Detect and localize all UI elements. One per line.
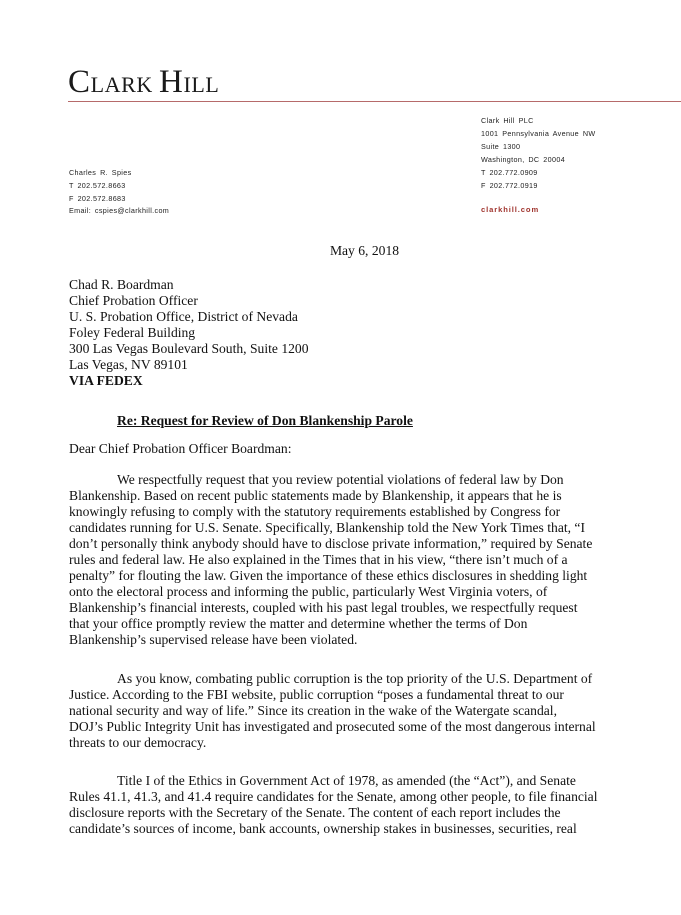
sender-name: Charles R. Spies: [69, 168, 132, 177]
paragraph-line: We respectfully request that you review potential violations of federal law by Don: [117, 472, 564, 487]
paragraph-line: Title I of the Ethics in Government Act of 1978, as amended (the “Act”), and Senate: [117, 773, 576, 788]
paragraph-line: DOJ’s Public Integrity Unit has investigated and prosecuted some of the most dangerous internal: [69, 719, 596, 734]
firm-address-line2: Suite 1300: [481, 142, 521, 151]
paragraph-line: national security and way of life.” Since its creation in the wake of the Watergate scandal,: [69, 703, 557, 718]
body-paragraph-1: [69, 472, 681, 648]
recipient-line: Foley Federal Building: [69, 325, 196, 340]
recipient-address: [69, 277, 309, 389]
recipient-line: Chad R. Boardman: [69, 277, 174, 292]
paragraph-line: Justice. According to the FBI website, public corruption “poses a fundamental threat to our: [69, 687, 564, 702]
paragraph-line: candidates running for U.S. Senate. Specifically, Blankenship told the New York Times that, “I: [69, 520, 585, 535]
paragraph-line: onto the electoral process and informing the public, particularly West Virginia voters, of: [69, 584, 548, 599]
delivery-method: VIA FEDEX: [69, 373, 143, 388]
paragraph-line: knowingly refusing to comply with the statutory requirements established by Congress for: [69, 504, 561, 519]
paragraph-line: don’t personally think anybody should have to disclose private information,” required by Senate: [69, 536, 593, 551]
paragraph-line: threats to our democracy.: [69, 735, 207, 750]
recipient-line: Chief Probation Officer: [69, 293, 198, 308]
firm-website-link[interactable]: clarkhill.com: [481, 205, 540, 214]
body-paragraph-3: [69, 773, 681, 837]
firm-name: Clark Hill PLC: [481, 116, 534, 125]
salutation: Dear Chief Probation Officer Boardman:: [69, 441, 292, 456]
paragraph-line: rules and federal law. He also explained in the Times that in his view, “there isn’t much of a: [69, 552, 568, 567]
letter-date: May 6, 2018: [329, 243, 400, 258]
firm-address-line1: 1001 Pennsylvania Avenue NW: [481, 129, 596, 138]
firm-address-line3: Washington, DC 20004: [481, 155, 566, 164]
recipient-line: 300 Las Vegas Boulevard South, Suite 1200: [69, 341, 309, 356]
paragraph-line: Blankenship’s financial interests, coupled with his past legal troubles, we respectfully request: [69, 600, 578, 615]
paragraph-line: candidate’s sources of income, bank accounts, ownership stakes in businesses, securities, real: [69, 821, 577, 836]
paragraph-line: penalty” for flouting the law. Given the importance of these ethics disclosures in shedding light: [69, 568, 588, 583]
sender-fax: F 202.572.8683: [69, 194, 126, 203]
paragraph-line: disclosure reports with the Secretary of the Senate. The content of each report includes the: [69, 805, 561, 820]
paragraph-line: Rules 41.1, 41.3, and 41.4 require candidates for the Senate, among other people, to file financial: [69, 789, 598, 804]
sender-email[interactable]: Email: cspies@clarkhill.com: [69, 206, 170, 215]
recipient-line: U. S. Probation Office, District of Nevada: [69, 309, 298, 324]
firm-fax: F 202.772.0919: [481, 181, 538, 190]
firm-phone: T 202.772.0909: [481, 168, 538, 177]
clark-hill-logo: CLARK HILL: [68, 64, 220, 100]
paragraph-line: Blankenship’s supervised release have been violated.: [69, 632, 358, 647]
letterhead-rule: [68, 101, 681, 102]
paragraph-line: Blankenship. Based on recent public statements made by Blankenship, it appears that he is: [69, 488, 562, 503]
body-paragraph-2: [69, 671, 681, 751]
paragraph-line: As you know, combating public corruption is the top priority of the U.S. Department of: [117, 671, 593, 686]
subject-line: Re: Request for Review of Don Blankenship Parole: [117, 413, 413, 428]
sender-phone: T 202.572.8663: [69, 181, 126, 190]
recipient-line: Las Vegas, NV 89101: [69, 357, 188, 372]
paragraph-line: that your office promptly review the matter and determine whether the terms of Don: [69, 616, 528, 631]
